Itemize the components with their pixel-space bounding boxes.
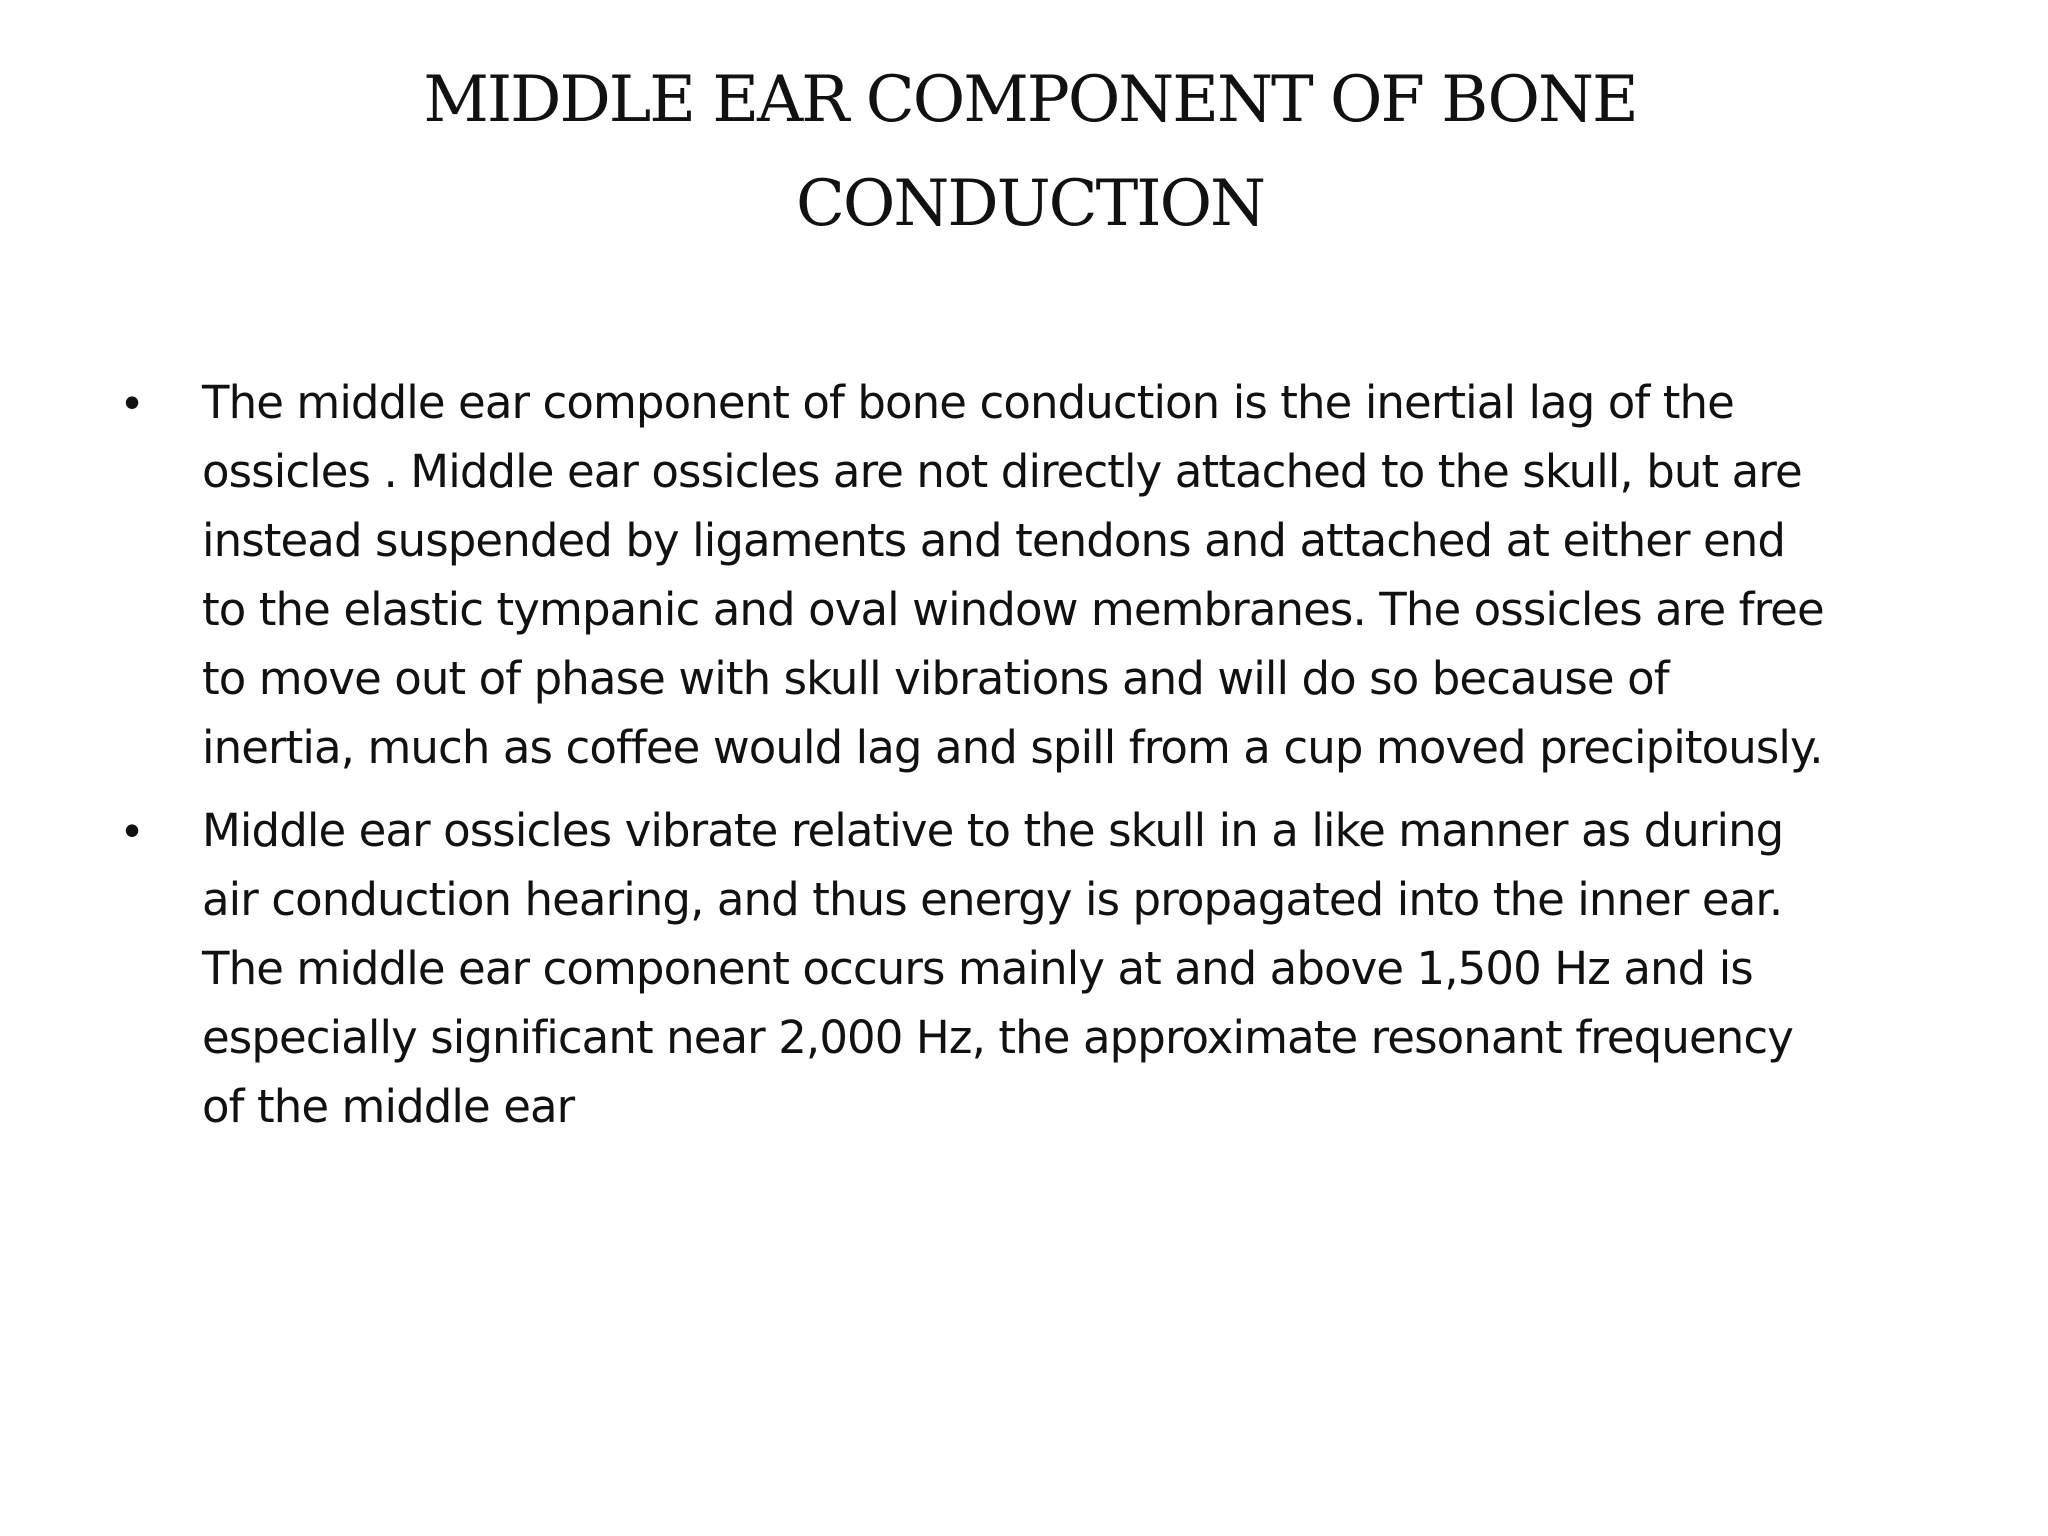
bullet-item-2 xyxy=(0,796,2048,1141)
bullet-line: Middle ear ossicles vibrate relative to the skull in a like manner as during xyxy=(202,804,1784,857)
bullet-line: to move out of phase with skull vibrations and will do so because of xyxy=(202,652,1669,705)
bullet-line: especially significant near 2,000 Hz, the approximate resonant frequency xyxy=(202,1011,1793,1064)
bullet-line: of the middle ear xyxy=(202,1080,575,1133)
bullet-line: to the elastic tympanic and oval window membranes. The ossicles are free xyxy=(202,583,1824,636)
bullet-list xyxy=(0,368,2048,1155)
bullet-text xyxy=(202,368,1942,782)
bullet-marker: • xyxy=(124,376,141,428)
slide-title xyxy=(380,48,1680,256)
slide-title-line-1: MIDDLE EAR COMPONENT OF BONE xyxy=(423,63,1637,137)
bullet-line: ossicles . Middle ear ossicles are not directly attached to the skull, but are xyxy=(202,445,1802,498)
slide-title-line-2: CONDUCTION xyxy=(795,167,1265,241)
bullet-marker: • xyxy=(124,804,141,856)
bullet-line: inertia, much as coffee would lag and spill from a cup moved precipitously. xyxy=(202,721,1823,774)
bullet-line: air conduction hearing, and thus energy is propagated into the inner ear. xyxy=(202,873,1783,926)
bullet-line: The middle ear component of bone conduction is the inertial lag of the xyxy=(202,376,1734,429)
bullet-item-1 xyxy=(0,368,2048,782)
bullet-line: instead suspended by ligaments and tendons and attached at either end xyxy=(202,514,1786,567)
bullet-text xyxy=(202,796,1942,1141)
bullet-line: The middle ear component occurs mainly at and above 1,500 Hz and is xyxy=(202,942,1753,995)
